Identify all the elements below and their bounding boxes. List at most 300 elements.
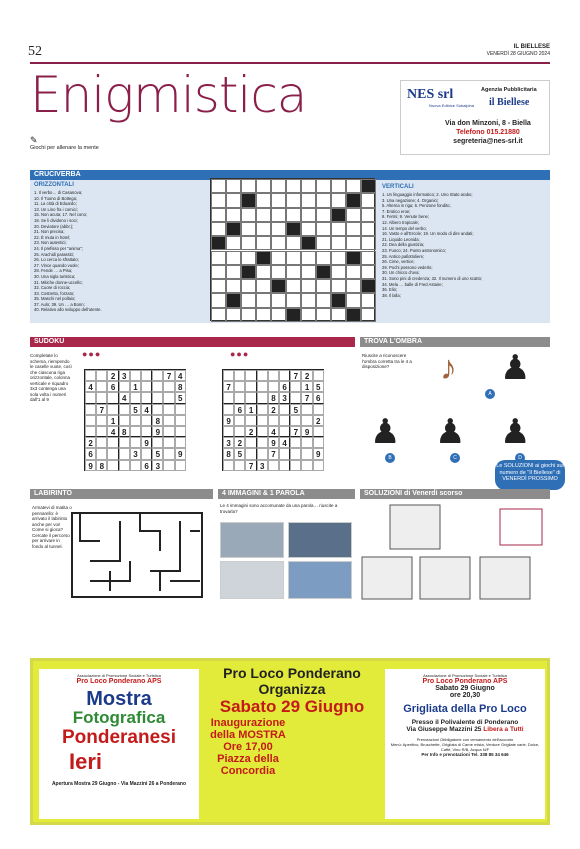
clue-orizzontali-2: 11. La città di Eduardo; bbox=[34, 201, 77, 207]
sudoku-cell[interactable] bbox=[119, 381, 130, 392]
crossword-cell[interactable] bbox=[271, 251, 286, 265]
crossword-cell[interactable] bbox=[241, 265, 256, 279]
sudoku-cell[interactable] bbox=[223, 404, 234, 415]
sudoku-cell[interactable]: 8 bbox=[96, 460, 107, 471]
sudoku-cell[interactable] bbox=[257, 448, 268, 459]
crossword-cell[interactable] bbox=[226, 208, 241, 222]
crossword-cell[interactable] bbox=[226, 222, 241, 236]
sudoku-cell[interactable] bbox=[130, 437, 141, 448]
maze-image[interactable] bbox=[70, 511, 205, 599]
sudoku-cell[interactable] bbox=[96, 437, 107, 448]
sudoku-cell[interactable] bbox=[141, 370, 152, 381]
sudoku-cell[interactable] bbox=[234, 392, 245, 403]
top-rule bbox=[30, 62, 550, 64]
crossword-cell[interactable] bbox=[271, 308, 286, 322]
crossword-cell[interactable] bbox=[256, 236, 271, 250]
crossword-cell[interactable] bbox=[346, 279, 361, 293]
sudoku-cell[interactable] bbox=[279, 415, 290, 426]
sudoku-cell[interactable] bbox=[234, 415, 245, 426]
sudoku-cell[interactable]: 8 bbox=[152, 415, 163, 426]
crossword-cell[interactable] bbox=[331, 308, 346, 322]
sudoku-cell[interactable] bbox=[175, 404, 186, 415]
crossword-cell[interactable] bbox=[331, 222, 346, 236]
sudoku-cell[interactable]: 4 bbox=[175, 370, 186, 381]
sudoku-cell[interactable] bbox=[130, 370, 141, 381]
sudoku-cell[interactable] bbox=[257, 426, 268, 437]
crossword-cell[interactable] bbox=[346, 236, 361, 250]
crossword-cell[interactable] bbox=[241, 293, 256, 307]
sudoku-cell[interactable] bbox=[119, 437, 130, 448]
sudoku-cell[interactable] bbox=[257, 404, 268, 415]
sudoku-cell[interactable] bbox=[234, 460, 245, 471]
sudoku-cell[interactable] bbox=[163, 460, 174, 471]
sudoku-cell[interactable] bbox=[301, 437, 312, 448]
r-via: Via Giuseppe Mazzini 25 bbox=[406, 726, 482, 733]
sudoku-cell[interactable] bbox=[85, 392, 96, 403]
sudoku-cell[interactable]: 5 bbox=[152, 448, 163, 459]
sudoku-cell[interactable] bbox=[290, 460, 301, 471]
crossword-cell[interactable] bbox=[361, 308, 376, 322]
sudoku-cell[interactable]: 6 bbox=[141, 460, 152, 471]
sudoku-cell[interactable] bbox=[257, 392, 268, 403]
sudoku-cell[interactable]: 7 bbox=[223, 381, 234, 392]
sudoku-cell[interactable]: 9 bbox=[268, 437, 279, 448]
sudoku-cell[interactable] bbox=[245, 448, 256, 459]
sudoku-cell[interactable] bbox=[257, 370, 268, 381]
sudoku-cell[interactable] bbox=[96, 415, 107, 426]
crossword-cell[interactable] bbox=[286, 208, 301, 222]
sudoku-cell[interactable]: 7 bbox=[290, 426, 301, 437]
sudoku-cell[interactable] bbox=[268, 415, 279, 426]
option-c[interactable]: C bbox=[450, 453, 460, 463]
sudoku-cell[interactable] bbox=[234, 370, 245, 381]
sudoku-cell[interactable]: 8 bbox=[175, 381, 186, 392]
crossword-cell[interactable] bbox=[271, 265, 286, 279]
crossword-cell[interactable] bbox=[331, 236, 346, 250]
sudoku-cell[interactable]: 2 bbox=[301, 370, 312, 381]
crossword-grid[interactable] bbox=[210, 178, 375, 321]
sudoku-cell[interactable] bbox=[290, 381, 301, 392]
sudoku-cell[interactable] bbox=[313, 437, 324, 448]
crossword-cell[interactable] bbox=[271, 193, 286, 207]
crossword-cell[interactable] bbox=[331, 179, 346, 193]
crossword-cell[interactable] bbox=[331, 265, 346, 279]
sudoku-cell[interactable] bbox=[313, 370, 324, 381]
crossword-cell[interactable] bbox=[316, 308, 331, 322]
crossword-cell[interactable] bbox=[211, 293, 226, 307]
sudoku-grid-2[interactable] bbox=[222, 369, 324, 471]
sudoku-cell[interactable]: 5 bbox=[313, 381, 324, 392]
crossword-cell[interactable] bbox=[331, 208, 346, 222]
crossword-cell[interactable] bbox=[346, 208, 361, 222]
sudoku-cell[interactable] bbox=[163, 381, 174, 392]
clue-verticali-14: 30. Un chicco d'uva; bbox=[382, 270, 420, 276]
sudoku-cell[interactable]: 2 bbox=[245, 426, 256, 437]
sudoku-cell[interactable] bbox=[313, 426, 324, 437]
sudoku-cell[interactable] bbox=[141, 381, 152, 392]
sudoku-cell[interactable]: 5 bbox=[290, 404, 301, 415]
sudoku-cell[interactable] bbox=[279, 460, 290, 471]
sudoku-cell[interactable] bbox=[301, 404, 312, 415]
crossword-cell[interactable] bbox=[226, 308, 241, 322]
shadow-b-icon: ♟ bbox=[370, 413, 401, 451]
crossword-cell[interactable] bbox=[331, 279, 346, 293]
sudoku-cell[interactable] bbox=[290, 448, 301, 459]
sudoku-cell[interactable] bbox=[141, 415, 152, 426]
ombra-title: TROVA L'OMBRA bbox=[360, 337, 550, 347]
sudoku-cell[interactable]: 8 bbox=[268, 392, 279, 403]
crossword-cell[interactable] bbox=[241, 279, 256, 293]
sudoku-cell[interactable]: 5 bbox=[234, 448, 245, 459]
crossword-cell[interactable] bbox=[226, 279, 241, 293]
crossword-cell[interactable] bbox=[256, 293, 271, 307]
nes-ad[interactable] bbox=[400, 80, 550, 155]
sudoku-cell[interactable]: 9 bbox=[152, 426, 163, 437]
sudoku-cell[interactable]: 7 bbox=[245, 460, 256, 471]
sudoku-cell[interactable]: 6 bbox=[234, 404, 245, 415]
sudoku-cell[interactable] bbox=[96, 426, 107, 437]
sudoku-cell[interactable] bbox=[107, 460, 118, 471]
crossword-cell[interactable] bbox=[226, 293, 241, 307]
sudoku-cell[interactable]: 3 bbox=[152, 460, 163, 471]
sudoku-cell[interactable] bbox=[234, 426, 245, 437]
sudoku-cell[interactable]: 4 bbox=[268, 426, 279, 437]
crossword-cell[interactable] bbox=[241, 236, 256, 250]
sudoku-cell[interactable]: 7 bbox=[301, 392, 312, 403]
sudoku-cell[interactable]: 1 bbox=[301, 381, 312, 392]
sudoku-cell[interactable]: 2 bbox=[107, 370, 118, 381]
sudoku-cell[interactable] bbox=[141, 448, 152, 459]
crossword-cell[interactable] bbox=[301, 193, 316, 207]
crossword-cell[interactable] bbox=[346, 293, 361, 307]
crossword-cell[interactable] bbox=[331, 193, 346, 207]
sudoku-cell[interactable]: 9 bbox=[301, 426, 312, 437]
crossword-cell[interactable] bbox=[241, 193, 256, 207]
crossword-cell[interactable] bbox=[286, 293, 301, 307]
crossword-cell[interactable] bbox=[331, 251, 346, 265]
sudoku-cell[interactable] bbox=[85, 370, 96, 381]
crossword-cell[interactable] bbox=[256, 208, 271, 222]
option-d[interactable]: D bbox=[515, 453, 525, 463]
crossword-cell[interactable] bbox=[211, 251, 226, 265]
sudoku-cell[interactable] bbox=[119, 448, 130, 459]
sudoku-cell[interactable]: 8 bbox=[119, 426, 130, 437]
crossword-cell[interactable] bbox=[256, 279, 271, 293]
sudoku-cell[interactable]: 2 bbox=[268, 404, 279, 415]
sudoku-cell[interactable]: 6 bbox=[313, 392, 324, 403]
sudoku-cell[interactable]: 3 bbox=[130, 448, 141, 459]
sudoku-cell[interactable] bbox=[163, 426, 174, 437]
sudoku-grid-1[interactable] bbox=[84, 369, 186, 471]
sudoku-cell[interactable] bbox=[223, 426, 234, 437]
crossword-cell[interactable] bbox=[346, 308, 361, 322]
crossword-cell[interactable] bbox=[316, 222, 331, 236]
sudoku-cell[interactable] bbox=[119, 460, 130, 471]
sudoku-cell[interactable] bbox=[141, 392, 152, 403]
crossword-cell[interactable] bbox=[301, 236, 316, 250]
crossword-cell[interactable] bbox=[346, 179, 361, 193]
clue-orizzontali-19: 35. Maschi nel pollaio; bbox=[34, 296, 76, 302]
sudoku-cell[interactable] bbox=[175, 437, 186, 448]
sudoku-cell[interactable] bbox=[130, 392, 141, 403]
r-date: Sabato 29 Giugno bbox=[435, 685, 495, 692]
sudoku-cell[interactable] bbox=[290, 392, 301, 403]
sudoku-cell[interactable]: 9 bbox=[223, 415, 234, 426]
sudoku-cell[interactable] bbox=[85, 404, 96, 415]
sudoku-cell[interactable] bbox=[130, 426, 141, 437]
sudoku-cell[interactable] bbox=[268, 370, 279, 381]
crossword-cell[interactable] bbox=[316, 193, 331, 207]
sudoku-cell[interactable] bbox=[223, 392, 234, 403]
crossword-cell[interactable] bbox=[226, 236, 241, 250]
sudoku-cell[interactable]: 2 bbox=[234, 437, 245, 448]
sudoku-cell[interactable]: 5 bbox=[175, 392, 186, 403]
sudoku-cell[interactable] bbox=[152, 404, 163, 415]
crossword-cell[interactable] bbox=[301, 279, 316, 293]
crossword-cell[interactable] bbox=[226, 179, 241, 193]
sudoku-cell[interactable] bbox=[175, 460, 186, 471]
crossword-cell[interactable] bbox=[271, 179, 286, 193]
crossword-cell[interactable] bbox=[361, 236, 376, 250]
crossword-cell[interactable] bbox=[271, 222, 286, 236]
labirinto-instructions: Armatevi di matita o pennarello: è arrivato il labirinto anche per voi! Come si gioca? Cercate il percorso per arrivare in fondo al tunnel. bbox=[32, 505, 72, 549]
sudoku-cell[interactable] bbox=[163, 448, 174, 459]
sudoku-cell[interactable] bbox=[245, 381, 256, 392]
clue-verticali-15: 31. Sono pini di credenza; 32. Il numero di uno scatto; bbox=[382, 275, 483, 281]
sudoku-cell[interactable] bbox=[223, 370, 234, 381]
crossword-cell[interactable] bbox=[316, 293, 331, 307]
sudoku-cell[interactable] bbox=[234, 381, 245, 392]
crossword-cell[interactable] bbox=[361, 279, 376, 293]
crossword-cell[interactable] bbox=[226, 193, 241, 207]
sudoku-cell[interactable]: 9 bbox=[85, 460, 96, 471]
labirinto-section bbox=[30, 489, 213, 601]
sudoku-cell[interactable] bbox=[279, 370, 290, 381]
sudoku-cell[interactable] bbox=[290, 415, 301, 426]
page-number: 52 bbox=[28, 44, 42, 59]
sudoku-cell[interactable] bbox=[223, 460, 234, 471]
crossword-cell[interactable] bbox=[241, 222, 256, 236]
sudoku-cell[interactable] bbox=[152, 381, 163, 392]
crossword-cell[interactable] bbox=[331, 293, 346, 307]
crossword-cell[interactable] bbox=[361, 293, 376, 307]
crossword-cell[interactable] bbox=[361, 179, 376, 193]
sudoku-cell[interactable] bbox=[85, 415, 96, 426]
crossword-cell[interactable] bbox=[241, 208, 256, 222]
sudoku-cell[interactable] bbox=[96, 392, 107, 403]
crossword-cell[interactable] bbox=[286, 179, 301, 193]
crossword-cell[interactable] bbox=[346, 222, 361, 236]
sudoku-cell[interactable] bbox=[152, 437, 163, 448]
crossword-cell[interactable] bbox=[256, 265, 271, 279]
sudoku-cell[interactable] bbox=[301, 448, 312, 459]
sudoku-cell[interactable]: 1 bbox=[245, 404, 256, 415]
sudoku-cell[interactable]: 3 bbox=[223, 437, 234, 448]
sudoku-cell[interactable]: 6 bbox=[107, 381, 118, 392]
crossword-cell[interactable] bbox=[316, 236, 331, 250]
crossword-cell[interactable] bbox=[256, 222, 271, 236]
sudoku-cell[interactable]: 5 bbox=[130, 404, 141, 415]
sudoku-cell[interactable]: 4 bbox=[119, 392, 130, 403]
crossword-cell[interactable] bbox=[286, 193, 301, 207]
crossword-cell[interactable] bbox=[211, 179, 226, 193]
crossword-cell[interactable] bbox=[226, 251, 241, 265]
crossword-cell[interactable] bbox=[286, 222, 301, 236]
crossword-cell[interactable] bbox=[301, 251, 316, 265]
sudoku-cell[interactable] bbox=[257, 437, 268, 448]
sudoku-cell[interactable]: 7 bbox=[290, 370, 301, 381]
sudoku-cell[interactable] bbox=[245, 392, 256, 403]
crossword-cell[interactable] bbox=[211, 208, 226, 222]
crossword-cell[interactable] bbox=[211, 265, 226, 279]
crossword-cell[interactable] bbox=[241, 251, 256, 265]
sudoku-cell[interactable] bbox=[163, 437, 174, 448]
sudoku-cell[interactable]: 9 bbox=[141, 437, 152, 448]
sudoku-cell[interactable] bbox=[96, 370, 107, 381]
clue-orizzontali-20: 37. Aulo; 39. Un … a Bonn; bbox=[34, 301, 85, 307]
sudoku-cell[interactable] bbox=[96, 381, 107, 392]
crossword-cell[interactable] bbox=[211, 193, 226, 207]
crossword-cell[interactable] bbox=[301, 308, 316, 322]
crossword-cell[interactable] bbox=[271, 236, 286, 250]
sudoku-cell[interactable] bbox=[245, 437, 256, 448]
option-b[interactable]: B bbox=[385, 453, 395, 463]
sudoku-cell[interactable]: 4 bbox=[141, 404, 152, 415]
clue-verticali-5: 12. Albero tropicale; bbox=[382, 219, 420, 225]
crossword-cell[interactable] bbox=[286, 308, 301, 322]
crossword-cell[interactable] bbox=[361, 251, 376, 265]
crossword-cell[interactable] bbox=[256, 308, 271, 322]
crossword-cell[interactable] bbox=[211, 236, 226, 250]
crossword-cell[interactable] bbox=[256, 193, 271, 207]
sudoku-cell[interactable] bbox=[257, 381, 268, 392]
sudoku-cell[interactable] bbox=[175, 426, 186, 437]
r-info: Per Info e prenotazioni Tel. 338 85 34 646 bbox=[421, 752, 509, 757]
crossword-cell[interactable] bbox=[286, 279, 301, 293]
sudoku-cell[interactable] bbox=[107, 437, 118, 448]
sudoku-cell[interactable]: 3 bbox=[257, 460, 268, 471]
sudoku-cell[interactable]: 3 bbox=[279, 392, 290, 403]
sudoku-cell[interactable] bbox=[130, 415, 141, 426]
crossword-cell[interactable] bbox=[361, 208, 376, 222]
sudoku-cell[interactable] bbox=[301, 460, 312, 471]
sudoku-cell[interactable] bbox=[268, 460, 279, 471]
sudoku-cell[interactable] bbox=[245, 415, 256, 426]
crossword-cell[interactable] bbox=[316, 208, 331, 222]
crossword-cell[interactable] bbox=[271, 279, 286, 293]
crossword-cell[interactable] bbox=[241, 179, 256, 193]
sudoku-cell[interactable] bbox=[119, 404, 130, 415]
crossword-cell[interactable] bbox=[301, 293, 316, 307]
sudoku-cell[interactable]: 3 bbox=[119, 370, 130, 381]
crossword-cell[interactable] bbox=[316, 265, 331, 279]
sudoku-cell[interactable]: 1 bbox=[107, 415, 118, 426]
crossword-cell[interactable] bbox=[256, 251, 271, 265]
sudoku-cell[interactable] bbox=[107, 448, 118, 459]
crossword-cell[interactable] bbox=[226, 265, 241, 279]
sudoku-cell[interactable]: 7 bbox=[163, 370, 174, 381]
sudoku-cell[interactable] bbox=[279, 426, 290, 437]
crossword-cell[interactable] bbox=[301, 222, 316, 236]
crossword-cell[interactable] bbox=[271, 293, 286, 307]
sudoku-cell[interactable] bbox=[96, 448, 107, 459]
sudoku-cell[interactable]: 9 bbox=[313, 448, 324, 459]
sudoku-cell[interactable] bbox=[107, 404, 118, 415]
crossword-cell[interactable] bbox=[256, 179, 271, 193]
sudoku-cell[interactable]: 4 bbox=[85, 381, 96, 392]
crossword-cell[interactable] bbox=[346, 265, 361, 279]
sudoku-cell[interactable]: 2 bbox=[85, 437, 96, 448]
sudoku-cell[interactable] bbox=[279, 448, 290, 459]
sudoku-cell[interactable]: 2 bbox=[313, 415, 324, 426]
sudoku-cell[interactable] bbox=[130, 460, 141, 471]
sudoku-cell[interactable] bbox=[245, 370, 256, 381]
sudoku-cell[interactable]: 9 bbox=[175, 448, 186, 459]
crossword-cell[interactable] bbox=[301, 208, 316, 222]
sudoku-cell[interactable] bbox=[119, 415, 130, 426]
crossword-cell[interactable] bbox=[346, 193, 361, 207]
crossword-cell[interactable] bbox=[301, 179, 316, 193]
r-grigliata: Grigliata della Pro Loco bbox=[403, 703, 527, 715]
crossword-cell[interactable] bbox=[286, 236, 301, 250]
sudoku-cell[interactable]: 7 bbox=[268, 448, 279, 459]
sudoku-cell[interactable] bbox=[85, 426, 96, 437]
sudoku-cell[interactable]: 4 bbox=[279, 437, 290, 448]
sudoku-cell[interactable] bbox=[175, 415, 186, 426]
ponderanesi-word: Ponderanesi bbox=[61, 727, 177, 748]
sudoku-cell[interactable] bbox=[257, 415, 268, 426]
crossword-cell[interactable] bbox=[316, 179, 331, 193]
crossword-cell[interactable] bbox=[286, 251, 301, 265]
sudoku-cell[interactable]: 7 bbox=[96, 404, 107, 415]
sudoku-cell[interactable]: 1 bbox=[130, 381, 141, 392]
crossword-cell[interactable] bbox=[316, 251, 331, 265]
crossword-cell[interactable] bbox=[211, 222, 226, 236]
sudoku-cell[interactable] bbox=[313, 460, 324, 471]
sudoku-cell[interactable] bbox=[141, 426, 152, 437]
sudoku-cell[interactable]: 6 bbox=[279, 381, 290, 392]
sudoku-cell[interactable] bbox=[163, 404, 174, 415]
sudoku-cell[interactable] bbox=[152, 392, 163, 403]
sudoku-cell[interactable]: 8 bbox=[223, 448, 234, 459]
crossword-cell[interactable] bbox=[361, 193, 376, 207]
crossword-cell[interactable] bbox=[286, 265, 301, 279]
sudoku-cell[interactable] bbox=[290, 437, 301, 448]
crossword-cell[interactable] bbox=[301, 265, 316, 279]
crossword-cell[interactable] bbox=[316, 279, 331, 293]
option-a[interactable]: A bbox=[485, 389, 495, 399]
sudoku-cell[interactable] bbox=[313, 404, 324, 415]
crossword-cell[interactable] bbox=[271, 208, 286, 222]
crossword-cell[interactable] bbox=[361, 222, 376, 236]
sudoku-cell[interactable] bbox=[301, 415, 312, 426]
crossword-cell[interactable] bbox=[211, 308, 226, 322]
sudoku-cell[interactable] bbox=[163, 392, 174, 403]
proloco-ad[interactable] bbox=[30, 658, 550, 825]
sudoku-cell[interactable]: 6 bbox=[85, 448, 96, 459]
sudoku-cell[interactable] bbox=[268, 381, 279, 392]
crossword-cell[interactable] bbox=[241, 308, 256, 322]
clue-verticali-6: 14. Un tempo del verbo; bbox=[382, 225, 427, 231]
sudoku-cell[interactable]: 4 bbox=[107, 426, 118, 437]
sudoku-cell[interactable] bbox=[107, 392, 118, 403]
sudoku-cell[interactable] bbox=[152, 370, 163, 381]
crossword-cell[interactable] bbox=[361, 265, 376, 279]
sudoku-cell[interactable] bbox=[163, 415, 174, 426]
sudoku-cell[interactable] bbox=[279, 404, 290, 415]
crossword-cell[interactable] bbox=[211, 279, 226, 293]
crossword-cell[interactable] bbox=[346, 251, 361, 265]
